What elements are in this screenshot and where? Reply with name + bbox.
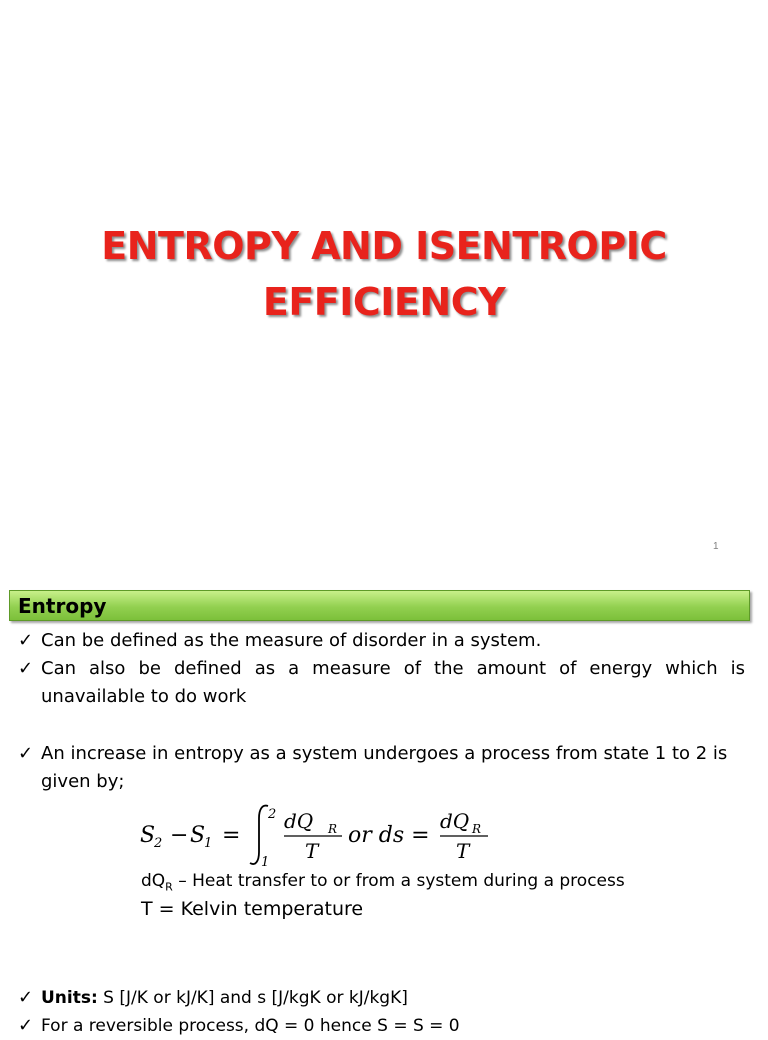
- formula-s1: S: [190, 823, 206, 848]
- fraction2-denominator: T: [456, 839, 470, 863]
- fraction1-numerator: dQ: [284, 809, 314, 833]
- fraction1-denominator: T: [305, 839, 319, 863]
- check-mark-icon: ✓: [18, 1015, 34, 1036]
- dqr-sub: R: [165, 880, 173, 894]
- slide-title-line1: ENTROPY AND ISENTROPIC: [101, 224, 667, 268]
- slide-number: 1: [713, 541, 719, 552]
- bullet-text-3: An increase in entropy as a system undergoes a process from state 1 to 2 is given by;: [41, 743, 728, 792]
- entropy-formula: [138, 800, 498, 870]
- check-mark-icon: ✓: [18, 987, 34, 1008]
- integral-upper: 2: [268, 807, 277, 822]
- check-mark-icon: ✓: [18, 658, 34, 679]
- slide-title: [0, 218, 768, 330]
- section-header-bar: [9, 590, 750, 621]
- cutoff-bullet-text: For a reversible process, dQ = 0 hence S = S = 0: [41, 1016, 460, 1036]
- slide-title-line2: EFFICIENCY: [262, 280, 506, 324]
- formula-minus: −: [170, 823, 189, 848]
- section-header-label: Entropy: [18, 594, 107, 618]
- temperature-definition: T = Kelvin temperature: [141, 898, 364, 920]
- fraction1-numerator-sub: R: [328, 822, 338, 836]
- check-mark-icon: ✓: [18, 630, 34, 651]
- dqr-text: – Heat transfer to or from a system during a process: [172, 871, 625, 891]
- formula-s2: S: [140, 823, 156, 848]
- units-label: Units:: [41, 988, 98, 1008]
- bullet-text-2: Can also be defined as a measure of the amount of energy which is unavailable to do work: [41, 658, 745, 707]
- integral-lower: 1: [261, 855, 270, 870]
- formula-sub2: 2: [154, 836, 163, 851]
- bullet-text-1: Can be defined as the measure of disorder in a system.: [41, 630, 542, 651]
- check-mark-icon: ✓: [18, 743, 34, 764]
- units-text: S [J/K or kJ/K] and s [J/kgK or kJ/kgK]: [97, 988, 408, 1008]
- formula-or-ds: or ds =: [348, 823, 430, 848]
- entropy-slide: [0, 580, 768, 1036]
- dqr-symbol: dQ: [141, 871, 166, 891]
- units-line: [41, 984, 745, 1012]
- formula-equals: =: [222, 823, 241, 848]
- fraction2-numerator: dQ: [440, 809, 470, 833]
- fraction2-numerator-sub: R: [472, 822, 482, 836]
- formula-sub1: 1: [204, 836, 213, 851]
